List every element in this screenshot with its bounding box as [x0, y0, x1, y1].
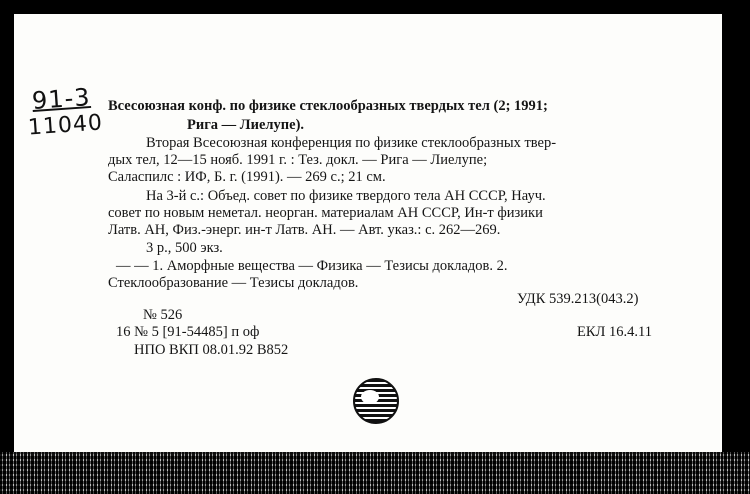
price-line: 3 р., 500 экз.	[146, 240, 223, 256]
note-line-1: На 3-й с.: Объед. совет по физике твердого тела АН СССР, Науч.	[146, 188, 546, 204]
entry-heading-line2: Рига — Лиелупе).	[187, 117, 305, 133]
subjects-line-2: Стеклообразование — Тезисы докладов.	[108, 275, 359, 291]
library-stamp	[353, 378, 399, 424]
shelfmark-bottom: 11040	[27, 110, 104, 141]
body-line-1: Вторая Всесоюзная конференция по физике стеклообразных твер-	[146, 135, 557, 151]
order-line: 16 № 5 [91-54485] п оф	[116, 324, 260, 340]
subjects-line-1: — — 1. Аморфные вещества — Физика — Тезисы докладов. 2.	[116, 258, 508, 274]
publisher-line: НПО ВКП 08.01.92 В852	[134, 342, 289, 358]
ekl-code: ЕКЛ 16.4.11	[577, 324, 652, 340]
card-number: № 526	[143, 307, 183, 323]
entry-heading-line1: Всесоюзная конф. по физике стеклообразных твердых тел (2; 1991;	[108, 98, 548, 114]
body-line-2: дых тел, 12—15 нояб. 1991 г. : Тез. докл. — Рига — Лиелупе;	[108, 152, 488, 168]
note-line-3: Латв. АН, Физ.-энерг. ин-т Латв. АН. — Авт. указ.: с. 262—269.	[108, 222, 501, 238]
udc-code: УДК 539.213(043.2)	[517, 291, 639, 307]
note-line-2: совет по новым неметал. неорган. материалам АН СССР, Ин-т физики	[108, 205, 543, 221]
shelfmark-top: 91-3	[31, 82, 92, 116]
scanner-noise-band	[0, 452, 750, 494]
body-line-3: Саласпилс : ИФ, Б. г. (1991). — 269 с.; 21 см.	[108, 169, 386, 185]
